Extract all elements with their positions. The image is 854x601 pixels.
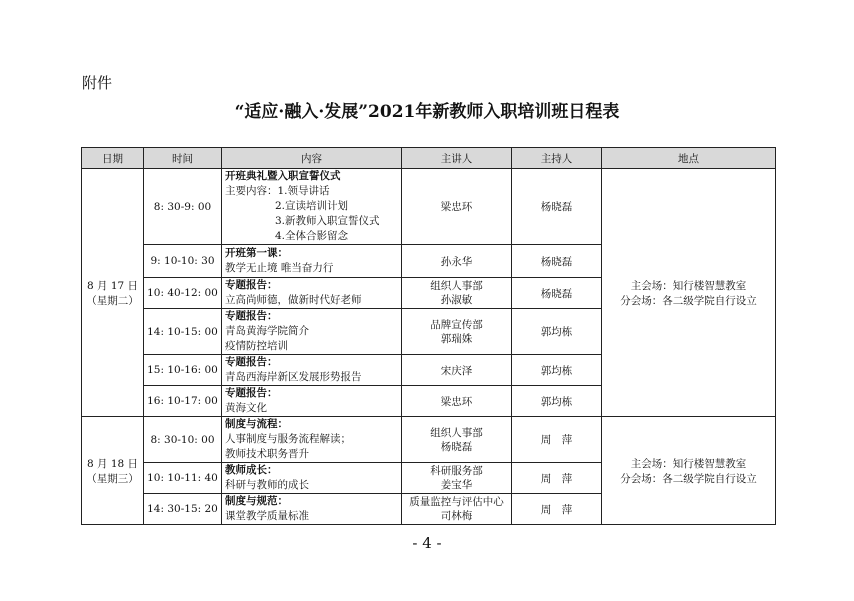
location-branch: 分会场：各二级学院自行设立 — [620, 472, 757, 485]
content-title: 教师成长： — [225, 464, 278, 476]
location-cell — [602, 169, 776, 417]
location-main: 主会场：知行楼智慧教室 — [630, 457, 747, 470]
date-cell — [82, 417, 144, 525]
content-line: 立高尚师德，做新时代好老师 — [225, 294, 362, 306]
host-cell: 周 萍 — [512, 463, 602, 494]
host-cell: 郭均栋 — [512, 309, 602, 355]
host-cell: 杨晓磊 — [512, 169, 602, 245]
speaker-dept: 组织人事部 — [430, 426, 483, 439]
host-cell: 杨晓磊 — [512, 278, 602, 309]
host-cell: 郭均栋 — [512, 355, 602, 386]
content-cell — [222, 309, 402, 355]
host-cell: 周 萍 — [512, 417, 602, 463]
content-title: 专题报告： — [225, 387, 278, 399]
header-location: 地点 — [602, 148, 776, 169]
time-cell: 9: 10-10: 30 — [144, 245, 222, 278]
speaker-name: 姜宝华 — [440, 479, 473, 491]
table-row — [82, 417, 776, 463]
speaker-name: 郭瑞姝 — [440, 332, 473, 345]
speaker-dept: 组织人事部 — [430, 280, 483, 292]
content-line: 2.宣读培训计划 — [275, 200, 349, 212]
content-title: 专题报告： — [225, 279, 278, 291]
location-cell — [602, 417, 776, 525]
weekday-text: （星期三） — [86, 472, 139, 485]
page-number: - 4 - — [412, 534, 442, 552]
date-text: 8 月 18 日 — [86, 457, 139, 470]
content-cell — [222, 169, 402, 245]
speaker-dept: 质量监控与评估中心 — [409, 496, 504, 508]
time-cell: 15: 10-16: 00 — [144, 355, 222, 386]
content-line: 主要内容：1.领导讲话 — [225, 185, 330, 197]
date-cell — [82, 169, 144, 417]
speaker-dept: 品牌宣传部 — [430, 318, 483, 331]
speaker-name: 梁忠环 — [440, 201, 473, 213]
weekday-text: （星期二） — [86, 294, 139, 307]
content-line: 3.新教师入职宣誓仪式 — [275, 215, 380, 227]
location-main: 主会场：知行楼智慧教室 — [630, 279, 747, 292]
host-cell: 杨晓磊 — [512, 245, 602, 278]
content-line: 科研与教师的成长 — [225, 479, 309, 491]
speaker-name: 孙淑敏 — [440, 294, 473, 306]
location-branch: 分会场：各二级学院自行设立 — [620, 294, 757, 307]
time-cell: 16: 10-17: 00 — [144, 386, 222, 417]
table-row — [82, 169, 776, 245]
speaker-cell — [402, 278, 512, 309]
speaker-name: 杨晓磊 — [440, 440, 473, 453]
content-line: 课堂教学质量标准 — [225, 510, 309, 522]
host-cell: 郭均栋 — [512, 386, 602, 417]
host-cell: 周 萍 — [512, 494, 602, 525]
content-title: 制度与规范： — [225, 495, 288, 507]
content-cell — [222, 417, 402, 463]
time-cell: 10: 40-12: 00 — [144, 278, 222, 309]
speaker-cell — [402, 417, 512, 463]
speaker-cell — [402, 494, 512, 525]
speaker-cell — [402, 463, 512, 494]
header-date: 日期 — [82, 148, 144, 169]
content-line: 疫情防控培训 — [225, 340, 288, 352]
content-title: 开班第一课： — [225, 247, 288, 259]
time-cell: 8: 30-9: 00 — [144, 169, 222, 245]
content-line: 青岛黄海学院简介 — [225, 325, 309, 337]
speaker-dept: 科研服务部 — [430, 465, 483, 477]
speaker-cell: 孙永华 — [402, 245, 512, 278]
content-line: 青岛西海岸新区发展形势报告 — [225, 371, 362, 383]
content-cell — [222, 355, 402, 386]
header-host: 主持人 — [512, 148, 602, 169]
table-header-row — [82, 148, 776, 169]
content-line: 教学无止境 唯当奋力行 — [225, 262, 334, 274]
content-line: 人事制度与服务流程解读； — [225, 433, 351, 445]
content-cell — [222, 463, 402, 494]
content-cell — [222, 278, 402, 309]
header-content: 内容 — [222, 148, 402, 169]
attachment-label: 附件 — [82, 74, 113, 92]
time-cell: 14: 10-15: 00 — [144, 309, 222, 355]
content-title: 专题报告： — [225, 310, 278, 322]
header-speaker: 主讲人 — [402, 148, 512, 169]
content-title: 开班典礼暨入职宣誓仪式 — [225, 170, 341, 182]
content-line: 黄海文化 — [225, 402, 267, 414]
document-title: “适应·融入·发展”2021年新教师入职培训班日程表 — [234, 102, 620, 122]
speaker-cell — [402, 169, 512, 245]
content-line: 教师技术职务晋升 — [225, 448, 309, 460]
speaker-cell: 宋庆泽 — [402, 355, 512, 386]
content-cell — [222, 494, 402, 525]
time-cell: 8: 30-10: 00 — [144, 417, 222, 463]
content-cell — [222, 386, 402, 417]
content-cell — [222, 245, 402, 278]
content-title: 制度与流程： — [225, 418, 288, 430]
date-text: 8 月 17 日 — [86, 279, 139, 292]
speaker-cell — [402, 309, 512, 355]
schedule-table — [81, 147, 776, 525]
time-cell: 14: 30-15: 20 — [144, 494, 222, 525]
time-cell: 10: 10-11: 40 — [144, 463, 222, 494]
speaker-cell: 梁忠环 — [402, 386, 512, 417]
content-line: 4.全体合影留念 — [275, 230, 349, 242]
speaker-name: 司林梅 — [440, 510, 473, 522]
content-title: 专题报告： — [225, 356, 278, 368]
header-time: 时间 — [144, 148, 222, 169]
